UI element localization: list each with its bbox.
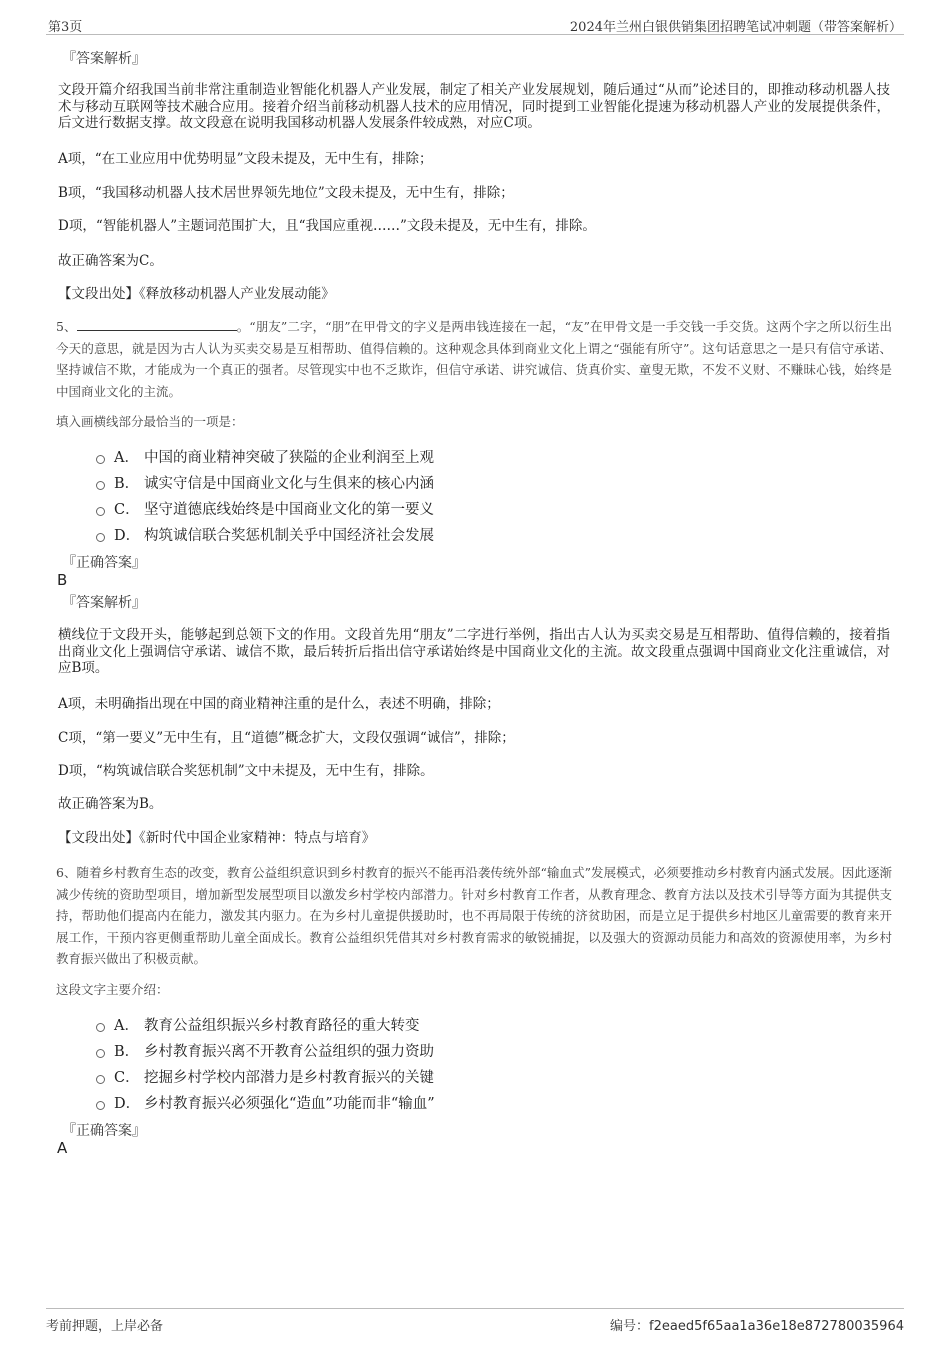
option-letter: B． — [114, 476, 140, 492]
explanation-item: D项，“构筑诚信联合奖惩机制”文中未提及，无中生有，排除。 — [58, 763, 434, 779]
code-label: 编号： — [610, 1319, 650, 1334]
option-text: 诚实守信是中国商业文化与生俱来的核心内涵 — [144, 476, 434, 492]
correct-answer-label: 『正确答案』 — [62, 1123, 146, 1139]
option-text: 乡村教育振兴必须强化“造血”功能而非“输血” — [144, 1096, 435, 1112]
footer-slogan: 考前押题，上岸必备 — [46, 1319, 164, 1334]
question-number: 5、 — [56, 319, 77, 334]
conclusion-line: 故正确答案为C。 — [58, 253, 163, 269]
option-d[interactable] — [96, 1092, 435, 1113]
option-letter: C． — [114, 502, 140, 518]
analysis-label: 『答案解析』 — [62, 595, 146, 611]
question-prompt: 这段文字主要介绍： — [56, 982, 169, 997]
question-stem — [56, 316, 892, 402]
option-a[interactable] — [96, 446, 434, 467]
correct-answer: A — [57, 1139, 68, 1157]
radio-icon[interactable] — [96, 507, 105, 516]
option-letter: B． — [114, 1044, 140, 1060]
page-footer — [46, 1308, 904, 1335]
radio-icon[interactable] — [96, 455, 105, 464]
option-c[interactable] — [96, 498, 434, 519]
option-text: 挖掘乡村学校内部潜力是乡村教育振兴的关键 — [144, 1070, 434, 1086]
explanation-item: C项，“第一要义”无中生有，且“道德”概念扩大，文段仅强调“诚信”，排除； — [58, 730, 515, 746]
option-a[interactable] — [96, 1014, 420, 1035]
option-c[interactable] — [96, 1066, 434, 1087]
option-letter: A． — [114, 1018, 139, 1034]
document-title: 2024年兰州白银供销集团招聘笔试冲刺题（带答案解析） — [569, 20, 902, 35]
code-value: f2eaed5f65aa1a36e18e872780035964 — [649, 1319, 904, 1334]
source-citation: 【文段出处】《新时代中国企业家精神：特点与培育》 — [58, 830, 376, 846]
option-text: 构筑诚信联合奖惩机制关乎中国经济社会发展 — [144, 528, 434, 544]
question-prompt: 填入画横线部分最恰当的一项是： — [56, 414, 244, 429]
correct-answer: B — [57, 571, 68, 589]
question-stem: 6、随着乡村教育生态的改变，教育公益组织意识到乡村教育的振兴不能再沿袭传统外部“输血式”发展模式，必须要推动乡村教育内涵式发展。因此逐渐减少传统的资助型项目，增加新型发展型项目以激发乡村学校内部潜力。针对乡村教育工作者，从教育理念、教育方法以及技术引导等方面为其提供支持，帮助他们提高内在能力，激发其内驱力。在为乡村儿童提供援助时，也不再局限于传统的济贫助困，而是立足于提供乡村地区儿童需要的教育来开展工作，干预内容更侧重帮助儿童全面成长。教育公益组织凭借其对乡村教育需求的敏锐捕捉，以及强大的资源动员能力和高效的资源使用率，为乡村教育振兴做出了积极贡献。 — [56, 865, 892, 966]
radio-icon[interactable] — [96, 1101, 105, 1110]
radio-icon[interactable] — [96, 1075, 105, 1084]
option-letter: D． — [114, 528, 141, 544]
radio-icon[interactable] — [96, 1049, 105, 1058]
analysis-text: 横线位于文段开头，能够起到总领下文的作用。文段首先用“朋友”二字进行举例，指出古人认为买卖交易是互相帮助、值得信赖的，接着指出商业文化上强调信守承诺、诚信不欺，最后转折后指出信守承诺始终是中国商业文化的主流。故文段重点强调中国商业文化注重诚信，对应B项。 — [58, 627, 890, 676]
explanation-item: B项，“我国移动机器人技术居世界领先地位”文段未提及，无中生有，排除； — [58, 185, 514, 201]
option-text: 教育公益组织振兴乡村教育路径的重大转变 — [144, 1018, 420, 1034]
radio-icon[interactable] — [96, 533, 105, 542]
option-b[interactable] — [96, 1040, 434, 1061]
option-text: 坚守道德底线始终是中国商业文化的第一要义 — [144, 502, 434, 518]
page-number: 第3页 — [48, 20, 83, 35]
option-letter: C． — [114, 1070, 140, 1086]
source-citation: 【文段出处】《释放移动机器人产业发展动能》 — [58, 286, 335, 302]
explanation-item: A项，未明确指出现在中国的商业精神注重的是什么，表述不明确，排除； — [58, 696, 500, 712]
explanation-item: D项，“智能机器人”主题词范围扩大，且“我国应重视……”文段未提及，无中生有，排除。 — [58, 218, 596, 234]
correct-answer-label: 『正确答案』 — [62, 555, 146, 571]
document-code — [610, 1315, 904, 1334]
conclusion-line: 故正确答案为B。 — [58, 796, 163, 812]
analysis-label: 『答案解析』 — [62, 51, 146, 67]
page-header — [46, 14, 904, 35]
question-text: 。“朋友”二字，“朋”在甲骨文的字义是两串钱连接在一起，“友”在甲骨文是一手交钱一手交货。这两个字之所以衍生出今天的意思，就是因为古人认为买卖交易是互相帮助、值得信赖的。这种观念具体到商业文化上谓之“强能有所守”。这句话意思之一是只有信守承诺、坚持诚信不欺，才能成为一个真正的强者。尽管现实中也不乏欺诈，但信守承诺、讲究诚信、货真价实、童叟无欺，不发不义财、不赚昧心钱，始终是中国商业文化的主流。 — [56, 319, 892, 399]
radio-icon[interactable] — [96, 1023, 105, 1032]
option-text: 乡村教育振兴离不开教育公益组织的强力资助 — [144, 1044, 434, 1060]
fill-blank — [77, 318, 237, 331]
option-letter: D． — [114, 1096, 141, 1112]
option-text: 中国的商业精神突破了狭隘的企业利润至上观 — [144, 450, 434, 466]
radio-icon[interactable] — [96, 481, 105, 490]
option-d[interactable] — [96, 524, 434, 545]
analysis-text: 文段开篇介绍我国当前非常注重制造业智能化机器人产业发展，制定了相关产业发展规划，随后通过“从而”论述目的，即推动移动机器人技术与移动互联网等技术融合应用。接着介绍当前移动机器人技术的应用情况，同时提到工业智能化提速为移动机器人产业的发展提供条件，后文进行数据支撑。故文段意在说明我国移动机器人发展条件较成熟，对应C项。 — [58, 82, 890, 131]
option-b[interactable] — [96, 472, 434, 493]
option-letter: A． — [114, 450, 139, 466]
explanation-item: A项，“在工业应用中优势明显”文段未提及，无中生有，排除； — [58, 151, 433, 167]
